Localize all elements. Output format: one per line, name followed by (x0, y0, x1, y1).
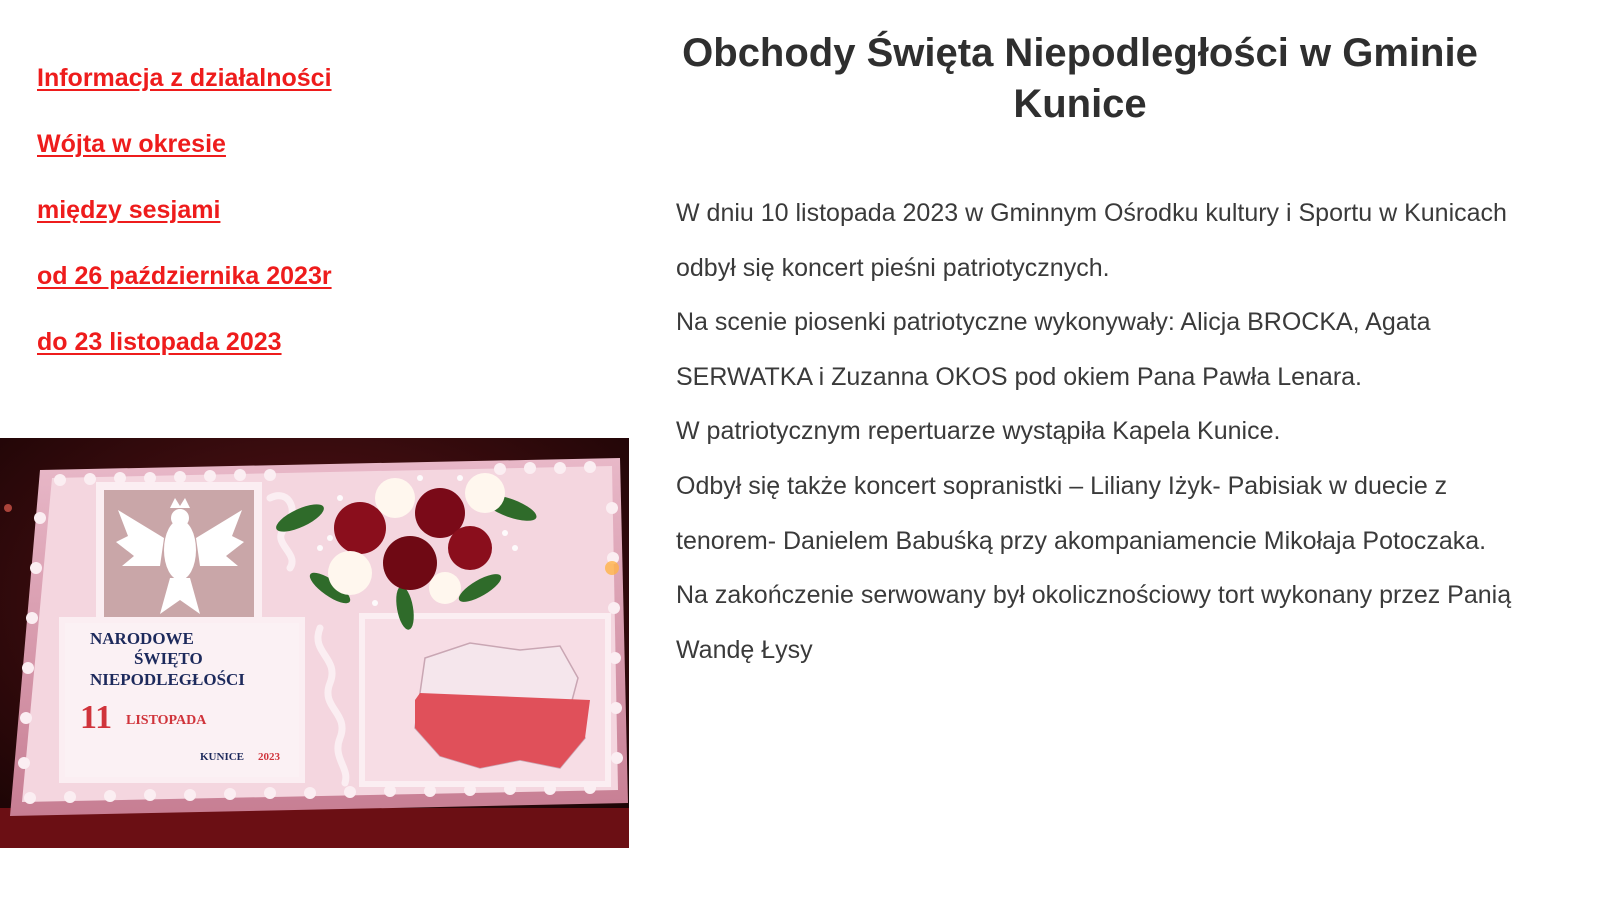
cake-year: 2023 (258, 751, 280, 763)
cake-day: 11 (80, 699, 113, 736)
cake-line-2: ŚWIĘTO (134, 649, 203, 668)
sidebar-line: od 26 października 2023r (37, 262, 332, 290)
bokeh-light (4, 504, 12, 512)
sidebar-line: Informacja z działalności (37, 64, 332, 92)
body-text (676, 186, 1546, 677)
paragraph: Na scenie piosenki patriotyczne wykonywały: Alicja BROCKA, Agata SERWATKA i Zuzanna OKOS pod okiem Pana Pawła Lenara. (676, 308, 1431, 391)
paragraph: Odbył się także koncert sopranistki – Liliany Iżyk- Pabisiak w duecie z tenorem- Danielem Babuśką przy akompaniamencie Mikołaja Potoczaka. (676, 471, 1487, 555)
paragraph: W patriotycznym repertuarze wystąpiła Kapela Kunice. (676, 417, 1281, 446)
cake-line-1: NARODOWE (90, 629, 194, 648)
sidebar-line: Wójta w okresie (37, 130, 226, 158)
cake-month: LISTOPADA (126, 713, 207, 728)
candle-light (605, 561, 619, 575)
sidebar-heading (37, 58, 597, 388)
sidebar-line: między sesjami (37, 196, 221, 224)
cake-line-3: NIEPODLEGŁOŚCI (90, 670, 245, 689)
paragraph: Na zakończenie serwowany był okolicznościowy tort wykonany przez Panią Wandę Łysy (676, 581, 1512, 664)
paragraph: W dniu 10 listopada 2023 w Gminnym Ośrodku kultury i Sportu w Kunicach odbył się koncert pieśni patriotycznych. (676, 199, 1507, 282)
page-title: Obchody Święta Niepodległości w Gminie Kunice (682, 31, 1478, 126)
cake-illustration (0, 438, 629, 848)
cake-place: KUNICE (200, 751, 245, 763)
sidebar-line: do 23 listopada 2023 (37, 328, 282, 356)
cake-photo (0, 438, 629, 848)
